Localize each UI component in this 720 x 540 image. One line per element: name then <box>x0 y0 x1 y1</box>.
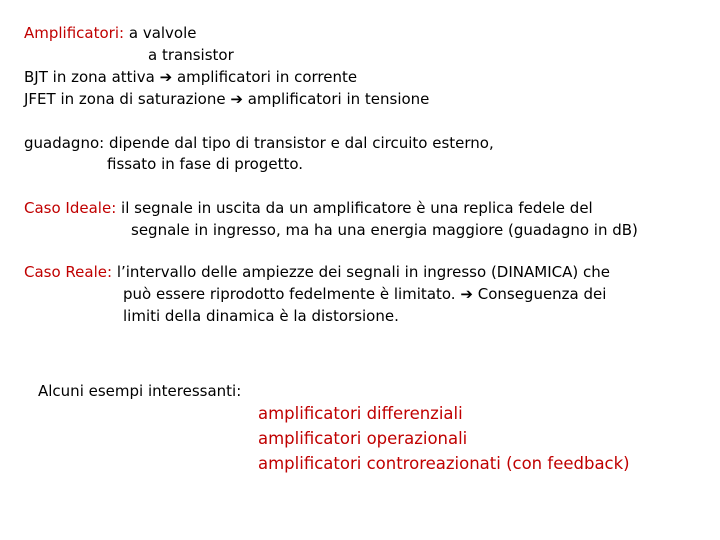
example-item-operational: amplificatori operazionali <box>258 429 468 448</box>
real-case-line-3: limiti della dinamica è la distorsione. <box>123 307 399 325</box>
right-arrow-icon: ➔ <box>159 68 173 86</box>
bjt-text: BJT in zona attiva <box>24 68 155 86</box>
ideal-case-label: Caso Ideale: <box>24 199 117 217</box>
real-case-consequence: Conseguenza dei <box>477 285 607 303</box>
ideal-case-line <box>24 201 593 216</box>
ideal-case-line-2: segnale in ingresso, ma ha una energia maggiore (guadagno in dB) <box>131 221 638 239</box>
gain-line: guadagno: dipende dal tipo di transistor e dal circuito esterno, <box>24 134 494 152</box>
example-item-feedback: amplificatori controreazionati (con feedback) <box>258 454 630 473</box>
examples-heading: Alcuni esempi interessanti: <box>38 382 242 400</box>
amplifiers-label: Amplificatori: <box>24 24 125 42</box>
right-arrow-icon: ➔ <box>460 285 473 303</box>
ideal-case-text: il segnale in uscita da un amplificatore è una replica fedele del <box>121 199 593 217</box>
jfet-line <box>24 92 429 107</box>
bjt-result: amplificatori in corrente <box>176 68 358 86</box>
jfet-text: JFET in zona di saturazione <box>24 90 226 108</box>
real-case-line-2 <box>123 287 606 302</box>
example-item-differential: amplificatori differenziali <box>258 404 463 423</box>
real-case-label: Caso Reale: <box>24 263 113 281</box>
real-case-line <box>24 265 610 280</box>
gain-line-2: fissato in fase di progetto. <box>107 155 304 173</box>
amplifiers-valves: a valvole <box>128 24 197 42</box>
amplifiers-line <box>24 26 197 41</box>
real-case-text-2: può essere riprodotto fedelmente è limitato. <box>123 285 456 303</box>
jfet-result: amplificatori in tensione <box>247 90 430 108</box>
right-arrow-icon: ➔ <box>230 90 243 108</box>
amplifiers-transistor: a transistor <box>148 46 234 64</box>
real-case-text: l’intervallo delle ampiezze dei segnali in ingresso (DINAMICA) che <box>116 263 610 281</box>
bjt-line <box>24 70 357 85</box>
